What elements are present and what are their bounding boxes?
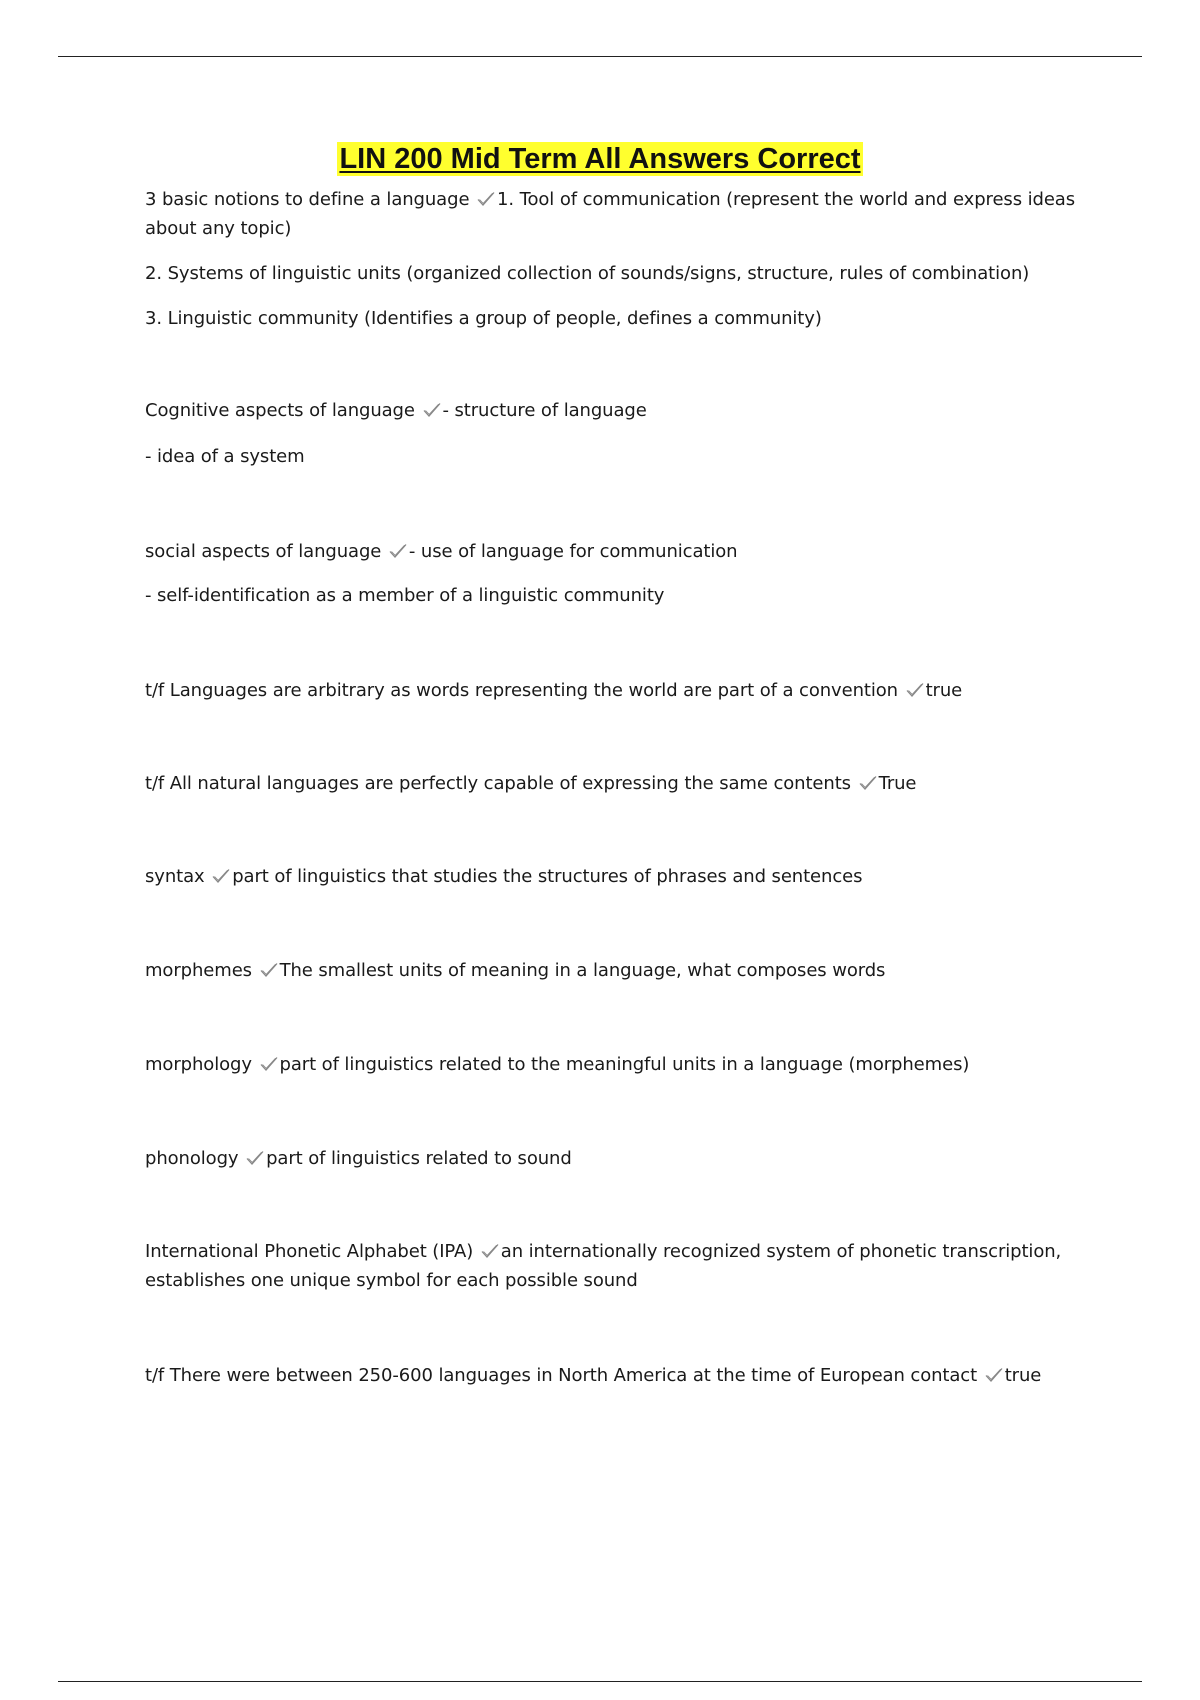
- entry-self-identification: [145, 581, 1085, 610]
- question-text: morphology: [145, 1054, 252, 1075]
- line-text: - self-identification as a member of a linguistic community: [145, 585, 665, 606]
- entry-natural-languages: [145, 769, 1085, 798]
- question-text: t/f All natural languages are perfectly capable of expressing the same contents: [145, 773, 851, 794]
- top-rule: [58, 56, 1142, 57]
- check-mark-icon: [858, 774, 878, 792]
- line-text: 2. Systems of linguistic units (organized collection of sounds/signs, structure, rules of combination): [145, 263, 1030, 284]
- check-mark-icon: [984, 1366, 1004, 1384]
- question-text: t/f Languages are arbitrary as words representing the world are part of a convention: [145, 680, 898, 701]
- question-text: 3 basic notions to define a language: [145, 189, 470, 210]
- entry-system-idea: [145, 442, 1085, 471]
- question-text: morphemes: [145, 960, 252, 981]
- title-container: [0, 142, 1200, 176]
- question-text: Cognitive aspects of language: [145, 400, 415, 421]
- entry-basic-notions: [145, 185, 1085, 243]
- check-mark-icon: [476, 190, 496, 208]
- answer-text: The smallest units of meaning in a language, what composes words: [279, 960, 886, 981]
- check-mark-icon: [480, 1242, 500, 1260]
- entry-cognitive: [145, 396, 1085, 425]
- entry-phonology: [145, 1144, 1085, 1173]
- question-text: phonology: [145, 1148, 239, 1169]
- question-text: social aspects of language: [145, 541, 382, 562]
- line-text: 3. Linguistic community (Identifies a group of people, defines a community): [145, 308, 822, 329]
- check-mark-icon: [905, 681, 925, 699]
- bottom-rule: [58, 1681, 1142, 1682]
- answer-text: true: [925, 680, 963, 701]
- entry-north-america: [145, 1361, 1085, 1390]
- answer-text: part of linguistics related to the meaningful units in a language (morphemes): [279, 1054, 970, 1075]
- entry-syntax: [145, 862, 1085, 891]
- answer-text: part of linguistics related to sound: [266, 1148, 572, 1169]
- check-mark-icon: [211, 867, 231, 885]
- entry-ipa: [145, 1237, 1085, 1295]
- answer-text: - structure of language: [442, 400, 647, 421]
- check-mark-icon: [245, 1149, 265, 1167]
- entry-arbitrary: [145, 676, 1085, 705]
- answer-text: 1. Tool of communication (represent the world and express ideas about any topic): [145, 189, 1076, 239]
- answer-text: - use of language for communication: [408, 541, 738, 562]
- check-mark-icon: [259, 961, 279, 979]
- answer-text: true: [1004, 1365, 1042, 1386]
- line-text: - idea of a system: [145, 446, 305, 467]
- answer-text: an internationally recognized system of phonetic transcription, establishes one unique symbol for each possible sound: [145, 1241, 1062, 1291]
- entry-systems: [145, 259, 1085, 288]
- answer-text: True: [878, 773, 917, 794]
- entry-morphemes: [145, 956, 1085, 985]
- question-text: International Phonetic Alphabet (IPA): [145, 1241, 474, 1262]
- answer-text: part of linguistics that studies the structures of phrases and sentences: [232, 866, 863, 887]
- entry-morphology: [145, 1050, 1085, 1079]
- entry-social: [145, 537, 1085, 566]
- document-title: LIN 200 Mid Term All Answers Correct: [339, 143, 861, 175]
- question-text: t/f There were between 250-600 languages in North America at the time of European contact: [145, 1365, 978, 1386]
- check-mark-icon: [422, 401, 442, 419]
- check-mark-icon: [388, 542, 408, 560]
- check-mark-icon: [259, 1055, 279, 1073]
- question-text: syntax: [145, 866, 205, 887]
- entry-community: [145, 304, 1085, 333]
